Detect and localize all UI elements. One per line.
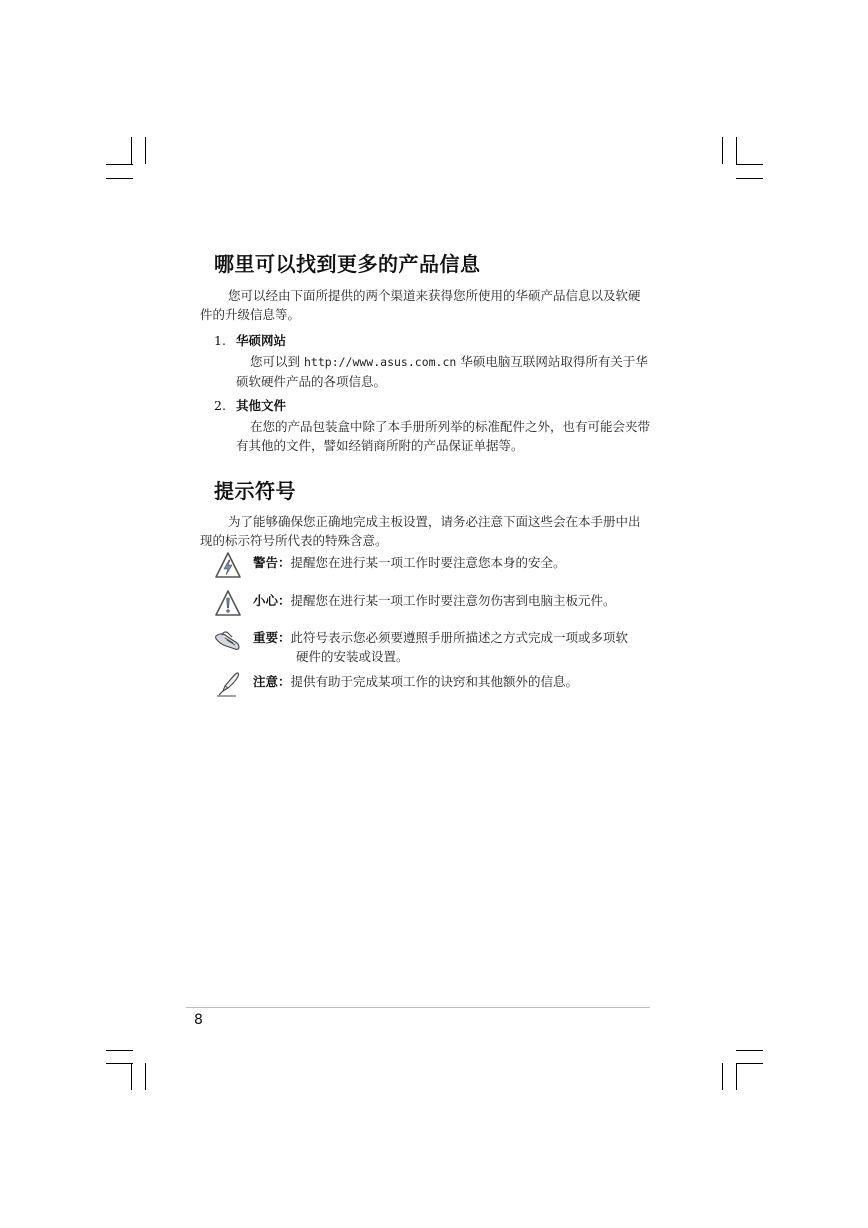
section-title-more-info: 哪里可以找到更多的产品信息 — [214, 252, 481, 276]
notice-important — [214, 626, 652, 666]
caution-exclamation-icon — [214, 589, 242, 617]
notice-text — [253, 672, 653, 691]
crop-mark — [736, 164, 763, 165]
asus-url-link[interactable]: http://www.asus.com.cn — [304, 355, 457, 369]
crop-mark — [722, 1063, 723, 1090]
crop-mark — [145, 1063, 146, 1090]
notice-body: 提醒您在进行某一项工作时要注意您本身的安全。 — [290, 555, 566, 570]
notice-label: 警告： — [253, 555, 291, 570]
notice-body: 提供有助于完成某项工作的诀窍和其他额外的信息。 — [290, 674, 579, 689]
list-number: 1. — [214, 333, 226, 348]
warning-lightning-icon — [214, 551, 242, 579]
crop-mark — [736, 1063, 737, 1090]
notice-body: 此符号表示您必须要遵照手册所描述之方式完成一项或多项软 — [290, 630, 629, 645]
notice-label: 重要： — [253, 630, 291, 645]
notice-label: 小心： — [253, 593, 291, 608]
crop-mark — [722, 137, 723, 164]
list-item-title — [214, 331, 286, 349]
list-number: 2. — [214, 398, 226, 413]
important-hand-icon — [214, 626, 242, 654]
list-item-body — [236, 352, 652, 391]
page-number: 8 — [194, 1012, 203, 1028]
body-text: 华硕电脑互联网站取得所有关于华硕软硬件产品的各项信息。 — [236, 354, 648, 389]
section-intro: 您可以经由下面所提供的两个渠道来获得您所使用的华硕产品信息以及软硬件的升级信息等。 — [200, 288, 641, 322]
list-item-heading: 其他文件 — [236, 398, 287, 413]
list-item-heading: 华硕网站 — [236, 333, 287, 348]
crop-mark — [106, 178, 133, 179]
notice-label: 注意： — [253, 674, 291, 689]
notice-text — [253, 591, 653, 610]
crop-mark — [736, 1063, 763, 1064]
crop-mark — [131, 1063, 132, 1090]
notice-note — [214, 670, 652, 700]
crop-mark — [736, 178, 763, 179]
crop-mark — [106, 1050, 133, 1051]
section-title-notation: 提示符号 — [214, 479, 296, 503]
notice-body: 提醒您在进行某一项工作时要注意勿伤害到电脑主板元件。 — [290, 593, 616, 608]
body-text: 您可以到 — [250, 354, 301, 369]
list-item-title — [214, 396, 286, 414]
notice-text — [253, 553, 653, 572]
note-pen-icon — [214, 670, 242, 698]
crop-mark — [145, 137, 146, 164]
notice-text — [253, 628, 653, 666]
notice-warning — [214, 551, 652, 581]
crop-mark — [106, 1063, 133, 1064]
notice-body-continued: 硬件的安装或设置。 — [296, 649, 409, 664]
footer-rule — [186, 1007, 650, 1008]
crop-mark — [736, 1050, 763, 1051]
crop-mark — [106, 164, 133, 165]
crop-mark — [131, 137, 132, 164]
list-item-body: 在您的产品包装盒中除了本手册所列举的标准配件之外，也有可能会夹带有其他的文件，譬如经销商所附的产品保证单据等。 — [236, 419, 651, 453]
section-intro: 为了能够确保您正确地完成主板设置，请务必注意下面这些会在本手册中出现的标示符号所代表的特殊含意。 — [200, 514, 641, 548]
notice-caution — [214, 589, 652, 619]
crop-mark — [736, 137, 737, 164]
